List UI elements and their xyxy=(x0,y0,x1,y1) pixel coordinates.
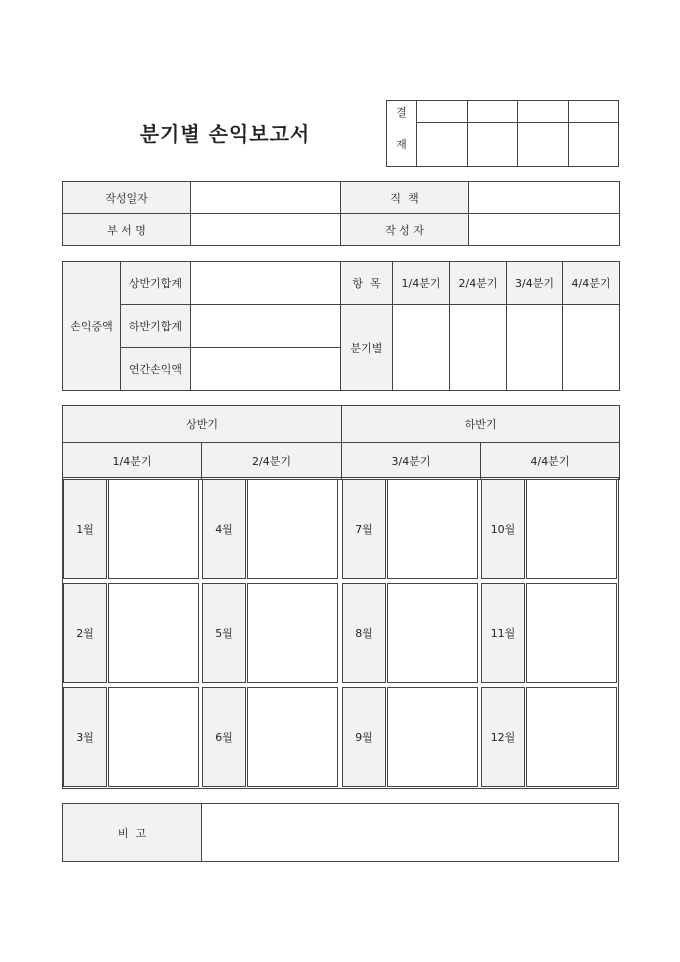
department-field[interactable] xyxy=(191,214,341,246)
date-field[interactable] xyxy=(191,182,341,214)
month-cell xyxy=(480,581,619,685)
month-label: 10월 xyxy=(481,479,525,579)
quarter-header: 1/4분기 xyxy=(63,443,202,480)
month-label: 2월 xyxy=(63,583,107,683)
month-label: 6월 xyxy=(202,687,246,787)
month-value-field[interactable] xyxy=(526,687,617,787)
approval-signer-title[interactable] xyxy=(417,101,468,123)
quarter-header: 2/4분기 xyxy=(450,262,507,305)
month-label: 9월 xyxy=(342,687,386,787)
month-cell xyxy=(480,685,619,789)
quarter-header: 4/4분기 xyxy=(563,262,620,305)
profit-summary-table xyxy=(62,261,620,391)
item-label: 항 목 xyxy=(341,262,393,305)
remarks-label: 비 고 xyxy=(63,804,202,862)
approval-signature[interactable] xyxy=(467,123,518,167)
date-label: 작성일자 xyxy=(63,182,191,214)
quarter-header: 3/4분기 xyxy=(342,443,481,480)
month-label: 5월 xyxy=(202,583,246,683)
month-value-field[interactable] xyxy=(526,479,617,579)
month-value-field[interactable] xyxy=(247,479,338,579)
quarter-value-field[interactable] xyxy=(507,305,563,391)
quarter-header: 2/4분기 xyxy=(202,443,342,480)
month-cell xyxy=(341,477,480,581)
month-label: 8월 xyxy=(342,583,386,683)
quarter-row-label: 분기별 xyxy=(341,305,393,391)
quarter-column-q2 xyxy=(201,477,340,789)
author-label: 작 성 자 xyxy=(341,214,469,246)
quarter-header: 4/4분기 xyxy=(481,443,620,480)
approval-table xyxy=(386,100,619,167)
month-label: 3월 xyxy=(63,687,107,787)
quarter-value-field[interactable] xyxy=(393,305,450,391)
department-label: 부 서 명 xyxy=(63,214,191,246)
quarter-column-q3 xyxy=(341,477,480,789)
period-header-table xyxy=(62,405,620,480)
info-table xyxy=(62,181,620,246)
quarter-header: 3/4분기 xyxy=(507,262,563,305)
month-label: 12월 xyxy=(481,687,525,787)
remarks-field[interactable] xyxy=(202,804,619,862)
month-label: 1월 xyxy=(63,479,107,579)
month-value-field[interactable] xyxy=(108,687,199,787)
approval-signature[interactable] xyxy=(518,123,569,167)
month-cell xyxy=(62,581,201,685)
approval-signature[interactable] xyxy=(568,123,619,167)
author-field[interactable] xyxy=(469,214,620,246)
month-value-field[interactable] xyxy=(387,583,478,683)
second-half-total-field[interactable] xyxy=(191,305,341,348)
profit-group-label: 손익증액 xyxy=(63,262,121,391)
month-cell xyxy=(341,581,480,685)
approval-label: 결 xyxy=(387,101,417,123)
annual-profit-field[interactable] xyxy=(191,348,341,391)
month-value-field[interactable] xyxy=(526,583,617,683)
second-half-header: 하반기 xyxy=(342,406,620,443)
month-value-field[interactable] xyxy=(247,583,338,683)
position-field[interactable] xyxy=(469,182,620,214)
approval-signer-title[interactable] xyxy=(518,101,569,123)
first-half-total-field[interactable] xyxy=(191,262,341,305)
first-half-header: 상반기 xyxy=(63,406,342,443)
position-label: 직 책 xyxy=(341,182,469,214)
approval-signer-title[interactable] xyxy=(568,101,619,123)
month-value-field[interactable] xyxy=(108,583,199,683)
quarter-header: 1/4분기 xyxy=(393,262,450,305)
month-value-field[interactable] xyxy=(387,687,478,787)
annual-profit-label: 연간손익액 xyxy=(121,348,191,391)
month-value-field[interactable] xyxy=(387,479,478,579)
quarter-value-field[interactable] xyxy=(450,305,507,391)
month-label: 4월 xyxy=(202,479,246,579)
approval-signature[interactable] xyxy=(417,123,468,167)
approval-signer-title[interactable] xyxy=(467,101,518,123)
remarks-table xyxy=(62,803,619,862)
month-cell xyxy=(201,685,340,789)
document-title: 분기별 손익보고서 xyxy=(139,122,311,146)
month-cell xyxy=(201,581,340,685)
month-cell xyxy=(480,477,619,581)
first-half-total-label: 상반기합계 xyxy=(121,262,191,305)
month-cell xyxy=(341,685,480,789)
month-cell xyxy=(62,685,201,789)
month-label: 11월 xyxy=(481,583,525,683)
approval-label: 재 xyxy=(387,123,417,167)
month-cell xyxy=(201,477,340,581)
month-value-field[interactable] xyxy=(108,479,199,579)
month-value-field[interactable] xyxy=(247,687,338,787)
month-label: 7월 xyxy=(342,479,386,579)
quarter-value-field[interactable] xyxy=(563,305,620,391)
month-cell xyxy=(62,477,201,581)
quarter-column-q1 xyxy=(62,477,201,789)
quarter-column-q4 xyxy=(480,477,619,789)
second-half-total-label: 하반기합계 xyxy=(121,305,191,348)
